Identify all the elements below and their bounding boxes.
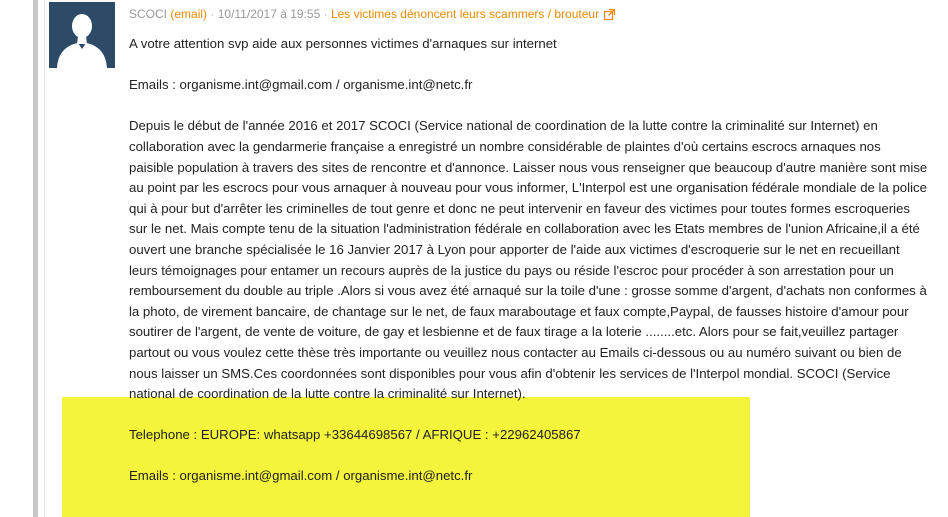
thread-link[interactable]: Les victimes dénoncent leurs scammers / brouteur <box>330 7 600 21</box>
meta-separator: · <box>323 7 328 21</box>
user-silhouette-icon <box>49 2 115 68</box>
comment-body <box>129 34 929 487</box>
comment-meta <box>129 6 929 24</box>
external-link-icon[interactable] <box>604 8 615 24</box>
thread-indent-rule <box>33 0 38 517</box>
comment-greeting: A votre attention svp aide aux personnes victimes d'arnaques sur internet <box>129 36 557 51</box>
email-link[interactable]: (email) <box>170 7 208 21</box>
comment-author[interactable]: SCOCI <box>129 7 168 21</box>
meta-separator: · <box>210 7 215 21</box>
comment-timestamp: 10/11/2017 à 19:55 <box>217 7 321 21</box>
comment-divider <box>44 0 45 517</box>
comment-telephone: Telephone : EUROPE: whatsapp +33644698567 / AFRIQUE : +22962405867 <box>129 427 581 443</box>
comment-emails-bottom: Emails : organisme.int@gmail.com / organisme.int@netc.fr <box>129 468 473 484</box>
user-avatar[interactable] <box>49 2 115 68</box>
comment-emails-top: Emails : organisme.int@gmail.com / organisme.int@netc.fr <box>129 77 473 93</box>
comment-main-paragraph: Depuis le début de l'année 2016 et 2017 SCOCI (Service national de coordination de la lutte contre la criminalité sur Internet) en collaboration avec la gendarmerie française a enregistré un nombre considérable de plaintes d'où certains escrocs arnaques nos paisible population à travers des sites de rencontre et d'annonce. Laisser nous vous renseigner que beaucoup d'autre manière sont mise au point par les escrocs pour vous arnaquer à nouveau pour vous informer, L'Interpol est une organisation fédérale mondiale de la police qui à pour but d'arrêter les criminelles de tout genre et donc ne peut intervenir en faveur des victimes pour toutes formes escroqueries sur le net. Mais compte tenu de la situation l'administration fédérale en collaboration avec les Etats membres de l'union Africaine,il a été ouvert une branche spécialisée le 16 Janvier 2017 à Lyon pour apporter de l'aide aux victimes d'escroquerie sur le net en recueillant leurs témoignages pour entamer un recours auprès de la justice du pays ou réside l'escroc pour procéder à son arrestation pour un remboursement du double au triple .Alors si vous avez été arnaqué sur la toile d'une : grosse somme d'argent, d'achats non conformes à la photo, de virement bancaire, de chantage sur le net, de faux maraboutage et faux compte,Paypal, de fausses histoire d'amour pour soutirer de l'argent, de vente de voiture, de gay et lesbienne et de faux tirage a la loterie ........etc. Alors pour se fait,veuillez partager partout ou vous voulez cette thèse très importante ou veuillez nous contacter au Emails ci-dessous ou au numéro suivant ou bien de nous laisser un SMS.Ces coordonnées sont disponibles pour vous afin d'obtenir les services de l'Interpol mondial. SCOCI (Service national de coordination de la lutte contre la criminalité sur Internet). <box>129 118 928 402</box>
comment <box>129 6 929 508</box>
